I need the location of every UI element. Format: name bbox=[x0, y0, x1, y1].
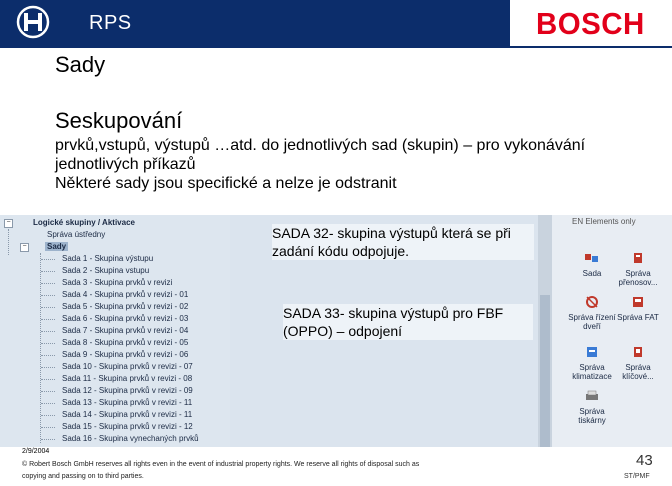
tree-root-item[interactable]: Logické skupiny / Aktivace bbox=[33, 218, 135, 227]
tree-scrollbar[interactable] bbox=[538, 215, 552, 447]
header-bar bbox=[0, 0, 510, 46]
tree-item-set[interactable]: Sada 10 - Skupina prvků v revizi - 07 bbox=[62, 362, 193, 371]
panel-header: EN Elements only bbox=[572, 217, 636, 226]
panel-item-air-conditioning[interactable] bbox=[566, 345, 618, 381]
door-control-icon bbox=[584, 295, 600, 309]
tree-item-set[interactable]: Sada 14 - Skupina prvků v revizi - 11 bbox=[62, 410, 193, 419]
tree-item-set[interactable]: Sada 11 - Skupina prvků v revizi - 08 bbox=[62, 374, 193, 383]
tree-item-set[interactable]: Sada 4 - Skupina prvků v revizi - 01 bbox=[62, 290, 189, 299]
panel-item-label: Správa klimatizace bbox=[572, 363, 612, 381]
tree-guide-line bbox=[41, 271, 55, 272]
slide-title: Sady bbox=[55, 52, 106, 77]
set-icon bbox=[584, 251, 600, 265]
panel-item-label: Správa FAT bbox=[617, 313, 659, 322]
bosch-armature-logo-icon bbox=[16, 5, 50, 39]
panel-item-label: Správa řízení dveří bbox=[568, 313, 616, 331]
panel-item-transmission[interactable] bbox=[612, 251, 664, 287]
tree-item-set[interactable]: Sada 3 - Skupina prvků v revizi bbox=[62, 278, 173, 287]
page-number: 43 bbox=[636, 452, 653, 469]
tree-item-set[interactable]: Sada 13 - Skupina prvků v revizi - 11 bbox=[62, 398, 193, 407]
tree-guide-line bbox=[41, 259, 55, 260]
body-line: jednotlivých příkazů bbox=[55, 156, 196, 173]
tree-guide-line bbox=[41, 307, 55, 308]
tree-guide-line bbox=[41, 439, 55, 440]
callout-set-33: SADA 33- skupina výstupů pro FBF (OPPO) – odpojení bbox=[283, 304, 533, 340]
tree-item-set[interactable]: Sada 7 - Skupina prvků v revizi - 04 bbox=[62, 326, 189, 335]
department-code: ST/PMF bbox=[624, 473, 650, 480]
slide-body bbox=[55, 136, 665, 193]
tree-item-sets[interactable]: Sady bbox=[47, 242, 67, 251]
brand-logo: BOSCH bbox=[536, 6, 645, 41]
tree-item-panel-management[interactable]: Správa ústředny bbox=[47, 230, 106, 239]
tree-guide-line bbox=[41, 367, 55, 368]
tree-item-set[interactable]: Sada 2 - Skupina vstupu bbox=[62, 266, 150, 275]
tree-item-set[interactable]: Sada 16 - Skupina vynechaných prvků bbox=[62, 434, 199, 443]
panel-item-label: Správa přenosov... bbox=[618, 269, 658, 287]
body-line: Některé sady jsou specifické a nelze je odstranit bbox=[55, 175, 397, 192]
collapse-icon[interactable]: − bbox=[20, 243, 29, 252]
slide-subtitle: Seskupování bbox=[55, 108, 183, 133]
body-line: prvků,vstupů, výstupů …atd. do jednotlivých sad (skupin) – pro vykonávání bbox=[55, 137, 586, 154]
copyright-line: © Robert Bosch GmbH reserves all rights even in the event of industrial property rights. We reserve all rights of disposal such as bbox=[22, 461, 420, 468]
panel-item-fat[interactable] bbox=[612, 295, 664, 322]
tree-guide-line bbox=[41, 415, 55, 416]
tree-item-set[interactable]: Sada 15 - Skupina prvků v revizi - 12 bbox=[62, 422, 193, 431]
scrollbar-thumb[interactable] bbox=[540, 295, 550, 447]
tree-guide-line bbox=[41, 343, 55, 344]
tree-guide-line bbox=[41, 391, 55, 392]
fat-icon bbox=[630, 295, 646, 309]
printer-icon bbox=[584, 389, 600, 403]
tree-item-set[interactable]: Sada 9 - Skupina prvků v revizi - 06 bbox=[62, 350, 189, 359]
key-icon bbox=[630, 345, 646, 359]
footer-date: 2/9/2004 bbox=[22, 448, 50, 455]
tree-item-set[interactable]: Sada 6 - Skupina prvků v revizi - 03 bbox=[62, 314, 189, 323]
tree-guide-line bbox=[41, 427, 55, 428]
tree-guide-line bbox=[41, 355, 55, 356]
air-conditioning-icon bbox=[584, 345, 600, 359]
panel-item-key[interactable] bbox=[612, 345, 664, 381]
panel-item-label: Sada bbox=[582, 269, 602, 278]
group-tree bbox=[0, 215, 230, 447]
tree-item-set[interactable]: Sada 12 - Skupina prvků v revizi - 09 bbox=[62, 386, 193, 395]
copyright-line: copying and passing on to third parties. bbox=[22, 473, 144, 480]
footer-copyright bbox=[22, 459, 492, 483]
slide-header bbox=[0, 0, 672, 48]
tree-item-set[interactable]: Sada 5 - Skupina prvků v revizi - 02 bbox=[62, 302, 189, 311]
collapse-icon[interactable]: − bbox=[4, 219, 13, 228]
tree-item-set[interactable]: Sada 1 - Skupina výstupu bbox=[62, 254, 154, 263]
callout-set-32: SADA 32- skupina výstupů která se při zadání kódu odpojuje. bbox=[272, 224, 534, 260]
header-divider bbox=[0, 46, 672, 48]
tree-guide-line bbox=[41, 319, 55, 320]
tree-guide-line bbox=[41, 379, 55, 380]
tree-guide-line bbox=[41, 331, 55, 332]
panel-item-set[interactable] bbox=[566, 251, 618, 278]
tree-guide-line bbox=[41, 295, 55, 296]
tree-guide-line bbox=[41, 283, 55, 284]
panel-item-door-control[interactable] bbox=[566, 295, 618, 331]
transmission-icon bbox=[630, 251, 646, 265]
panel-item-printer[interactable] bbox=[566, 389, 618, 425]
elements-panel bbox=[552, 215, 672, 447]
tree-item-set[interactable]: Sada 8 - Skupina prvků v revizi - 05 bbox=[62, 338, 189, 347]
panel-item-label: Správa tiskárny bbox=[578, 407, 606, 425]
panel-item-label: Správa klíčové... bbox=[622, 363, 654, 381]
tree-guide-line bbox=[41, 403, 55, 404]
section-title: RPS bbox=[89, 12, 132, 34]
tree-guide-line bbox=[8, 229, 9, 255]
